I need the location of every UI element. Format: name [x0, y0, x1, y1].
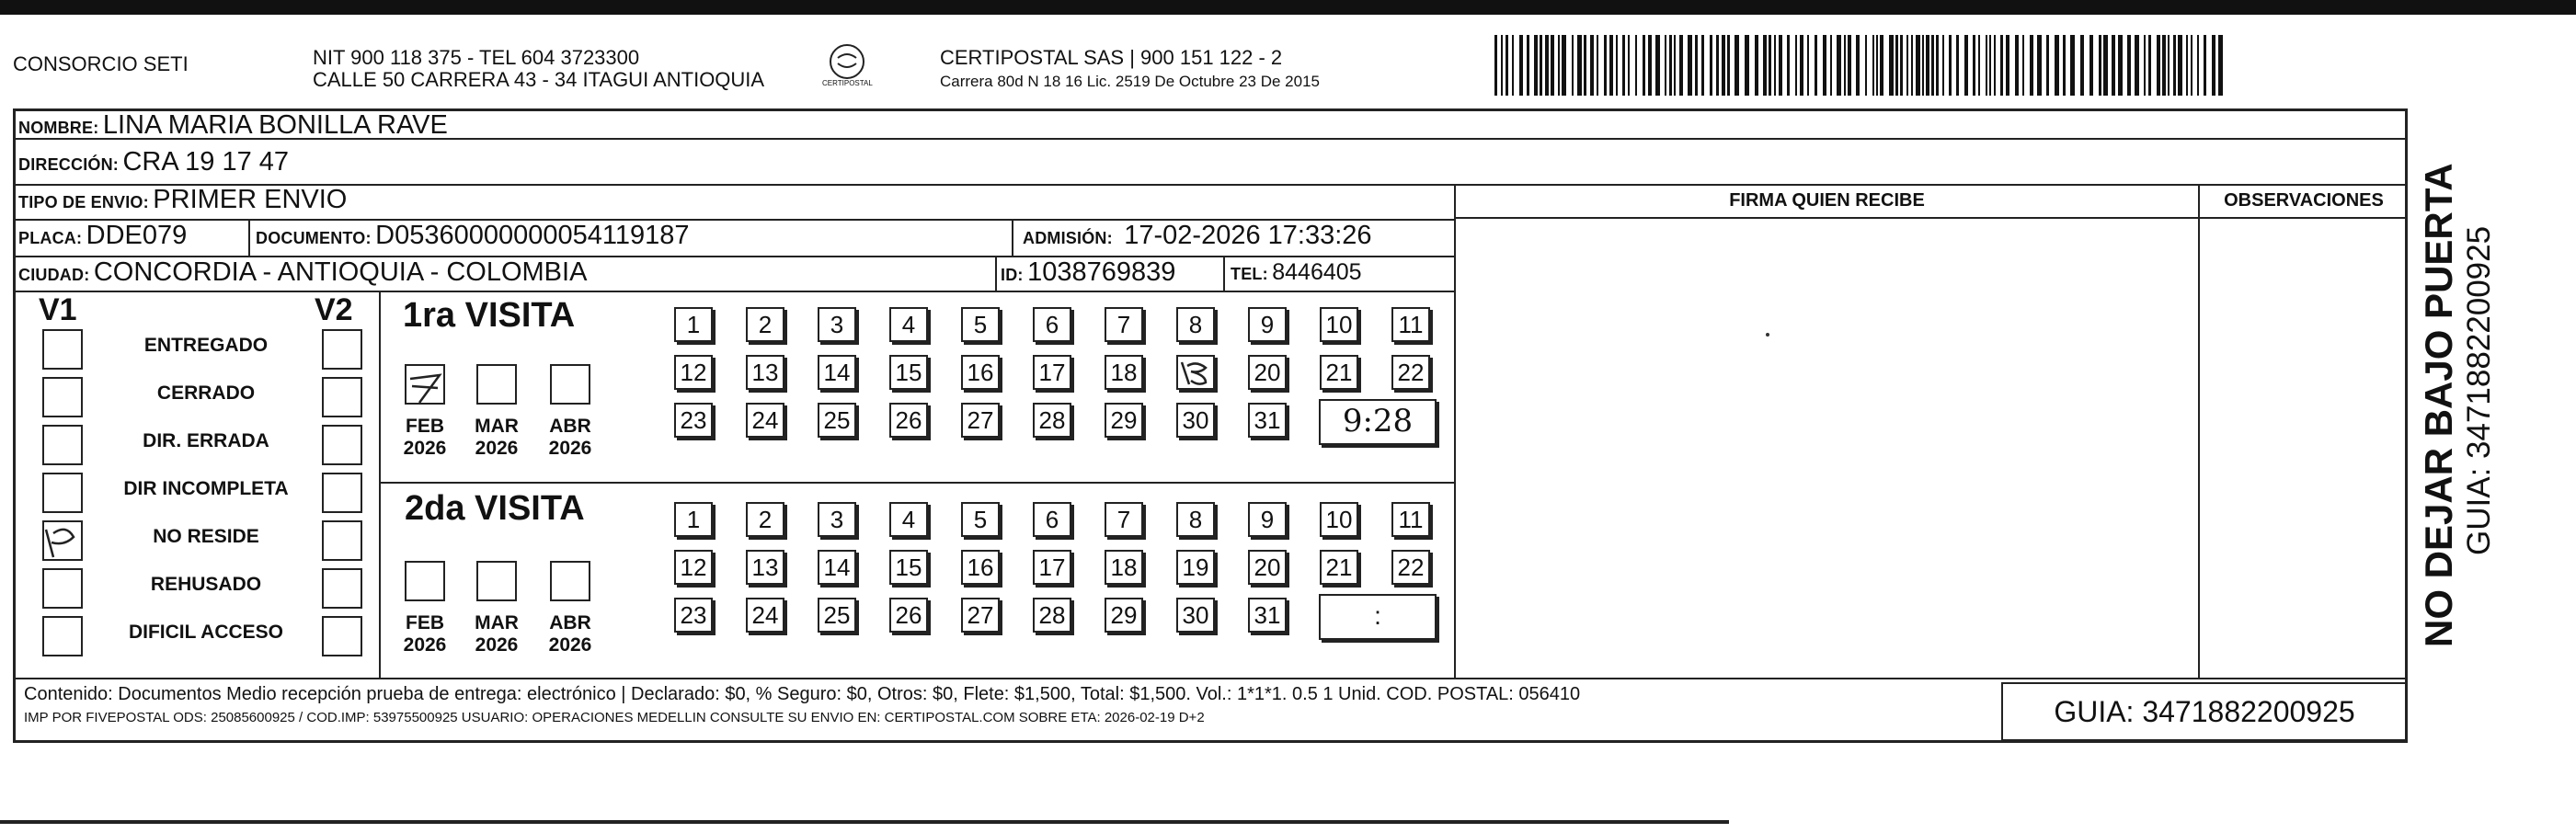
visit2-day-9[interactable]: 9: [1248, 502, 1287, 537]
barcode-bar: [1848, 35, 1851, 96]
barcode-bar: [1830, 35, 1832, 96]
barcode-bar: [1837, 35, 1841, 96]
nombre-label: NOMBRE:: [18, 119, 99, 137]
barcode-bar: [1989, 35, 1991, 96]
tipo-envio-value: PRIMER ENVIO: [153, 185, 348, 214]
visit1-month-checkbox-feb[interactable]: [405, 364, 445, 405]
visit2-day-25[interactable]: 25: [818, 598, 856, 633]
barcode-bar: [1745, 35, 1749, 96]
v2-checkbox-no-reside[interactable]: [322, 520, 362, 561]
license-line: Carrera 80d N 18 16 Lic. 2519 De Octubre 23 De 2015: [940, 73, 1320, 90]
visit1-day-1[interactable]: 1: [674, 307, 713, 342]
status-label-entregado: ENTREGADO: [143, 335, 269, 356]
ciudad-value: CONCORDIA - ANTIOQUIA - COLOMBIA: [93, 257, 588, 287]
barcode-bar: [2191, 35, 2192, 96]
visit2-day-8[interactable]: 8: [1176, 502, 1215, 537]
barcode: [1494, 35, 2226, 96]
v1-checkbox-entregado[interactable]: [42, 329, 83, 370]
barcode-bar: [1545, 35, 1549, 96]
visit2-day-22[interactable]: 22: [1391, 550, 1430, 585]
handwritten-check-mark-icon: [44, 522, 85, 563]
visit1-day-3[interactable]: 3: [818, 307, 856, 342]
visit1-day-17[interactable]: 17: [1033, 355, 1071, 390]
visit1-day-13[interactable]: 13: [746, 355, 784, 390]
barcode-bar: [1577, 35, 1582, 96]
placa-label: PLACA:: [18, 229, 83, 247]
visit2-day-30[interactable]: 30: [1176, 598, 1215, 633]
barcode-bar: [1551, 35, 1554, 96]
side-warning: NO DEJAR BAJO PUERTA: [2417, 163, 2460, 647]
barcode-bar: [1900, 35, 1903, 96]
barcode-bar: [1534, 35, 1538, 96]
barcode-bar: [1727, 35, 1730, 96]
visit2-month-mar-label: MAR: [475, 612, 519, 633]
v2-checkbox-entregado[interactable]: [322, 329, 362, 370]
status-label-cerrado: CERRADO: [156, 382, 256, 404]
visit2-day-12[interactable]: 12: [674, 550, 713, 585]
visit2-month-mar: [469, 612, 524, 656]
visit2-day-21[interactable]: 21: [1320, 550, 1358, 585]
barcode-bar: [1519, 35, 1523, 96]
visit2-day-24[interactable]: 24: [746, 598, 784, 633]
visit2-month-checkbox-abr[interactable]: [550, 561, 590, 601]
visit2-day-6[interactable]: 6: [1033, 502, 1071, 537]
barcode-bar: [1506, 35, 1508, 96]
barcode-bar: [1922, 35, 1924, 96]
visit2-day-3[interactable]: 3: [818, 502, 856, 537]
visit1-month-feb-year: 2026: [403, 438, 447, 459]
visit2-day-14[interactable]: 14: [818, 550, 856, 585]
barcode-bar: [2157, 35, 2160, 96]
visit1-day-21[interactable]: 21: [1320, 355, 1358, 390]
placa-value: DDE079: [86, 221, 188, 250]
barcode-bar: [1931, 35, 1934, 96]
v1-checkbox-dir-errada[interactable]: [42, 425, 83, 465]
visit2-month-checkbox-mar[interactable]: [476, 561, 517, 601]
visit2-day-23[interactable]: 23: [674, 598, 713, 633]
visit2-day-29[interactable]: 29: [1105, 598, 1143, 633]
barcode-bar: [2212, 35, 2215, 96]
admision-value: 17-02-2026 17:33:26: [1124, 221, 1372, 250]
visit2-month-feb-year: 2026: [403, 634, 447, 656]
visit2-day-20[interactable]: 20: [1248, 550, 1287, 585]
tipo-envio-row: [18, 185, 347, 215]
barcode-bar: [2046, 35, 2049, 96]
barcode-bar: [2006, 35, 2009, 96]
barcode-bar: [1880, 35, 1883, 96]
visit2-day-18[interactable]: 18: [1105, 550, 1143, 585]
visit2-month-abr-year: 2026: [548, 634, 592, 656]
visit1-month-feb: [397, 416, 452, 460]
barcode-bar: [1807, 35, 1809, 96]
footer-content-line: Contenido: Documentos Medio recepción prueba de entrega: electrónico | Declarado: $0, % Seguro: $0, Otros: $0, Flete: $1,500, Total: $1,500. Vol.: 1*1*1. 0.5 1 Unid. COD. POSTAL: 056410: [24, 684, 1581, 704]
handwritten-day-mark-icon: [1178, 357, 1213, 388]
firma-header: FIRMA QUIEN RECIBE: [1729, 190, 1925, 211]
visit2-day-5[interactable]: 5: [961, 502, 1000, 537]
visit2-day-31[interactable]: 31: [1248, 598, 1287, 633]
barcode-bar: [2148, 35, 2151, 96]
visit2-day-15[interactable]: 15: [889, 550, 928, 585]
status-label-dir-incompleta: DIR INCOMPLETA: [123, 478, 289, 499]
tipo-envio-label: TIPO DE ENVIO:: [18, 193, 149, 211]
barcode-bar: [1779, 35, 1782, 96]
barcode-bar: [1674, 35, 1676, 96]
v1-header: V1: [39, 292, 77, 327]
barcode-bar: [1911, 35, 1913, 96]
barcode-bar: [2000, 35, 2003, 96]
barcode-bar: [1735, 35, 1739, 96]
visit1-day-28[interactable]: 28: [1033, 403, 1071, 438]
barcode-bar: [2037, 35, 2042, 96]
barcode-bar: [1856, 35, 1860, 96]
guia-box: GUIA: 3471882200925: [2001, 682, 2408, 741]
barcode-bar: [1763, 35, 1767, 96]
visit2-time-field[interactable]: :: [1319, 594, 1437, 640]
status-label-no-reside: NO RESIDE: [153, 526, 259, 547]
handwritten-date-mark-icon: [406, 366, 447, 406]
nombre-value: LINA MARIA BONILLA RAVE: [102, 110, 448, 140]
visit1-month-abr-year: 2026: [548, 438, 592, 459]
barcode-bar: [1494, 35, 1497, 96]
visit1-month-abr-label: ABR: [549, 416, 591, 437]
barcode-bar: [2080, 35, 2084, 96]
barcode-bar: [2204, 35, 2206, 96]
status-label-dificil-acceso: DIFICIL ACCESO: [128, 622, 283, 643]
barcode-bar: [1949, 35, 1952, 96]
barcode-bar: [1964, 35, 1968, 96]
status-label-rehusado: REHUSADO: [150, 574, 262, 595]
v2-checkbox-dir-incompleta[interactable]: [322, 473, 362, 513]
v2-checkbox-rehusado[interactable]: [322, 568, 362, 609]
certipostal-logo-icon: [830, 44, 864, 79]
visit1-day-18[interactable]: 18: [1105, 355, 1143, 390]
visit1-day-20[interactable]: 20: [1248, 355, 1287, 390]
barcode-bar: [1978, 35, 1980, 96]
visit2-month-checkbox-feb[interactable]: [405, 561, 445, 601]
barcode-bar: [2022, 35, 2024, 96]
barcode-bar: [1986, 35, 1987, 96]
visit1-day-29[interactable]: 29: [1105, 403, 1143, 438]
bottom-edge-line: [0, 820, 1729, 824]
barcode-bar: [1604, 35, 1607, 96]
barcode-bar: [1844, 35, 1846, 96]
barcode-bar: [1584, 35, 1586, 96]
visit1-month-mar-label: MAR: [475, 416, 519, 437]
barcode-bar: [1616, 35, 1618, 96]
direccion-label: DIRECCIÓN:: [18, 155, 119, 174]
barcode-bar: [1895, 35, 1898, 96]
visit2-day-28[interactable]: 28: [1033, 598, 1071, 633]
visit2-day-1[interactable]: 1: [674, 502, 713, 537]
tel-cell: [1231, 259, 1362, 286]
barcode-bar: [2218, 35, 2223, 96]
tel-value: 8446405: [1272, 259, 1362, 285]
visit1-day-24[interactable]: 24: [746, 403, 784, 438]
visit1-month-mar-year: 2026: [475, 438, 519, 459]
visit1-month-checkbox-abr[interactable]: [550, 364, 590, 405]
visit2-day-16[interactable]: 16: [961, 550, 1000, 585]
visit1-day-26[interactable]: 26: [889, 403, 928, 438]
address-line: CALLE 50 CARRERA 43 - 34 ITAGUI ANTIOQUIA: [313, 68, 765, 91]
barcode-bar: [1527, 35, 1529, 96]
visit1-day-4[interactable]: 4: [889, 307, 928, 342]
barcode-bar: [1823, 35, 1826, 96]
barcode-bar: [1942, 35, 1944, 96]
barcode-bar: [1669, 35, 1672, 96]
visit1-month-mar: [469, 416, 524, 460]
visit1-month-checkbox-mar[interactable]: [476, 364, 517, 405]
barcode-bar: [2112, 35, 2115, 96]
v1-checkbox-cerrado[interactable]: [42, 377, 83, 417]
nombre-row: [18, 110, 448, 141]
visit2-day-7[interactable]: 7: [1105, 502, 1143, 537]
barcode-bar: [1774, 35, 1776, 96]
status-label-dir-errada: DIR. ERRADA: [143, 430, 269, 451]
barcode-bar: [2178, 35, 2182, 96]
visit1-day-5[interactable]: 5: [961, 307, 1000, 342]
barcode-bar: [1540, 35, 1542, 96]
barcode-bar: [2089, 35, 2093, 96]
v2-checkbox-dificil-acceso[interactable]: [322, 616, 362, 656]
certipostal-line: CERTIPOSTAL SAS | 900 151 122 - 2: [940, 46, 1283, 69]
visit1-day-11[interactable]: 11: [1391, 307, 1430, 342]
barcode-bar: [2186, 35, 2188, 96]
visit1-day-8[interactable]: 8: [1176, 307, 1215, 342]
visit2-day-13[interactable]: 13: [746, 550, 784, 585]
barcode-bar: [2197, 35, 2199, 96]
visit1-title: 1ra VISITA: [403, 296, 576, 335]
visit1-day-14[interactable]: 14: [818, 355, 856, 390]
barcode-bar: [1701, 35, 1704, 96]
barcode-bar: [1916, 35, 1920, 96]
ciudad-label: CIUDAD:: [18, 266, 90, 284]
observaciones-header: OBSERVACIONES: [2224, 190, 2384, 211]
visit1-day-2[interactable]: 2: [746, 307, 784, 342]
id-label: ID:: [1001, 266, 1024, 284]
barcode-bar: [1872, 35, 1874, 96]
barcode-bar: [2168, 35, 2170, 96]
visit1-time-field[interactable]: 9:28: [1319, 399, 1437, 445]
barcode-bar: [2173, 35, 2176, 96]
id-value: 1038769839: [1027, 257, 1176, 287]
barcode-bar: [1590, 35, 1594, 96]
barcode-bar: [1994, 35, 1996, 96]
barcode-bar: [1628, 35, 1630, 96]
visit2-day-2[interactable]: 2: [746, 502, 784, 537]
barcode-bar: [1679, 35, 1683, 96]
footer-imp-line: IMP POR FIVEPOSTAL ODS: 25085600925 / COD.IMP: 53975500925 USUARIO: OPERACIONES MEDELLIN CONSULTE SU ENVIO EN: CERTIPOSTAL.COM SOBRE ETA: 2026-02-19 D+2: [24, 710, 1205, 725]
barcode-bar: [2162, 35, 2166, 96]
visit2-month-feb: [397, 612, 452, 656]
visit2-title: 2da VISITA: [405, 489, 585, 528]
barcode-bar: [2099, 35, 2101, 96]
visit1-day-25[interactable]: 25: [818, 403, 856, 438]
barcode-bar: [1635, 35, 1637, 96]
visit1-month-feb-label: FEB: [406, 416, 444, 437]
v2-header: V2: [315, 292, 353, 327]
barcode-bar: [1609, 35, 1613, 96]
visit1-day-7[interactable]: 7: [1105, 307, 1143, 342]
visit1-day-23[interactable]: 23: [674, 403, 713, 438]
top-edge-bar: [0, 0, 2576, 15]
barcode-bar: [1622, 35, 1625, 96]
visit2-day-19[interactable]: 19: [1176, 550, 1215, 585]
barcode-bar: [2103, 35, 2108, 96]
direccion-value: CRA 19 17 47: [122, 147, 290, 177]
barcode-bar: [2055, 35, 2059, 96]
barcode-bar: [1787, 35, 1790, 96]
ciudad-cell: [18, 257, 587, 288]
documento-label: DOCUMENTO:: [256, 229, 372, 247]
barcode-bar: [1695, 35, 1698, 96]
visit2-day-4[interactable]: 4: [889, 502, 928, 537]
barcode-bar: [1800, 35, 1803, 96]
direccion-row: [18, 147, 289, 177]
barcode-bar: [1665, 35, 1666, 96]
visit2-month-feb-label: FEB: [406, 612, 444, 633]
visit2-month-abr: [543, 612, 598, 656]
visit1-month-abr: [543, 416, 598, 460]
visit1-day-9[interactable]: 9: [1248, 307, 1287, 342]
barcode-bar: [1876, 35, 1878, 96]
barcode-bar: [1572, 35, 1574, 96]
v1-checkbox-rehusado[interactable]: [42, 568, 83, 609]
visit1-day-30[interactable]: 30: [1176, 403, 1215, 438]
barcode-bar: [2030, 35, 2033, 96]
documento-value: D05360000000054119187: [375, 221, 690, 250]
v1-checkbox-no-reside[interactable]: [42, 520, 83, 561]
barcode-bar: [2070, 35, 2075, 96]
barcode-bar: [1795, 35, 1797, 96]
barcode-bar: [1562, 35, 1566, 96]
placa-cell: [18, 221, 187, 251]
admision-cell: [1023, 221, 1372, 251]
visit1-day-31[interactable]: 31: [1248, 403, 1287, 438]
barcode-bar: [1655, 35, 1660, 96]
barcode-bar: [1815, 35, 1817, 96]
barcode-bar: [2144, 35, 2146, 96]
barcode-bar: [1648, 35, 1652, 96]
barcode-bar: [2118, 35, 2123, 96]
barcode-bar: [1755, 35, 1758, 96]
barcode-bar: [1956, 35, 1959, 96]
barcode-bar: [1688, 35, 1692, 96]
v1-checkbox-dir-incompleta[interactable]: [42, 473, 83, 513]
nit-line: NIT 900 118 375 - TEL 604 3723300: [313, 46, 640, 69]
id-cell: [1001, 257, 1175, 288]
visit2-day-26[interactable]: 26: [889, 598, 928, 633]
tel-label: TEL:: [1231, 265, 1268, 283]
visit2-day-27[interactable]: 27: [961, 598, 1000, 633]
visit2-day-11[interactable]: 11: [1391, 502, 1430, 537]
barcode-bar: [1926, 35, 1929, 96]
visit2-day-17[interactable]: 17: [1033, 550, 1071, 585]
logo-text: CERTIPOSTAL: [822, 79, 873, 87]
visit2-month-abr-label: ABR: [549, 612, 591, 633]
visit1-day-15[interactable]: 15: [889, 355, 928, 390]
visit2-day-10[interactable]: 10: [1320, 502, 1358, 537]
barcode-bar: [1512, 35, 1514, 96]
speck: [1766, 333, 1769, 337]
documento-cell: [256, 221, 689, 251]
barcode-bar: [1865, 35, 1867, 96]
barcode-bar: [2127, 35, 2131, 96]
barcode-bar: [1716, 35, 1719, 96]
visit1-day-6[interactable]: 6: [1033, 307, 1071, 342]
v1-checkbox-dificil-acceso[interactable]: [42, 616, 83, 656]
visit1-day-12[interactable]: 12: [674, 355, 713, 390]
barcode-bar: [1597, 35, 1598, 96]
side-guia: GUIA: 3471882200925: [2461, 225, 2497, 555]
visit1-day-10[interactable]: 10: [1320, 307, 1358, 342]
admision-label: ADMISIÓN:: [1023, 229, 1113, 247]
visit1-day-22[interactable]: 22: [1391, 355, 1430, 390]
barcode-bar: [2135, 35, 2139, 96]
visit1-day-27[interactable]: 27: [961, 403, 1000, 438]
barcode-bar: [1558, 35, 1560, 96]
barcode-bar: [1906, 35, 1908, 96]
visit1-day-19[interactable]: [1176, 355, 1215, 390]
barcode-bar: [1710, 35, 1712, 96]
barcode-bar: [1501, 35, 1503, 96]
visit1-day-16[interactable]: 16: [961, 355, 1000, 390]
barcode-bar: [2063, 35, 2066, 96]
barcode-bar: [1769, 35, 1771, 96]
v2-checkbox-cerrado[interactable]: [322, 377, 362, 417]
barcode-bar: [1973, 35, 1975, 96]
barcode-bar: [1643, 35, 1645, 96]
barcode-bar: [2015, 35, 2019, 96]
barcode-bar: [1936, 35, 1939, 96]
barcode-bar: [1889, 35, 1894, 96]
v2-checkbox-dir-errada[interactable]: [322, 425, 362, 465]
company-name: CONSORCIO SETI: [13, 52, 189, 75]
barcode-bar: [1722, 35, 1725, 96]
visit2-month-mar-year: 2026: [475, 634, 519, 656]
